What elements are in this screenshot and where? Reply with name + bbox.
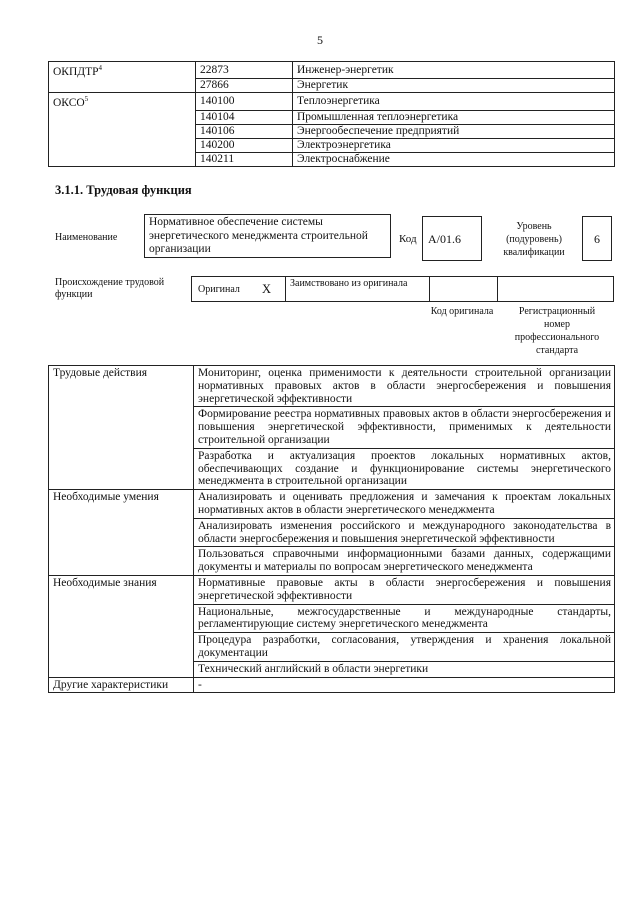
classifier-number: 22873	[196, 62, 293, 79]
detail-row	[49, 575, 615, 604]
classifier-code	[49, 110, 196, 124]
section-item: Технический английский в области энергетики	[194, 661, 615, 677]
borrowed-label: Заимствовано из оригинала	[290, 278, 408, 289]
classifier-number: 140100	[196, 93, 293, 110]
classifier-row	[49, 110, 615, 124]
original-label: Оригинал	[198, 284, 240, 295]
classifier-name: Электроснабжение	[293, 152, 615, 166]
classifier-row	[49, 62, 615, 79]
classifier-number: 140200	[196, 138, 293, 152]
original-mark: Х	[262, 282, 272, 296]
section-category: Трудовые действия	[49, 366, 194, 490]
section-item: Формирование реестра нормативных правовых актов в области энергосбережения и повышения энергетической эффективности, применимых к деятельности строительной организации	[194, 407, 615, 448]
function-code-box: А/01.6	[422, 216, 482, 261]
classifier-number: 27866	[196, 79, 293, 93]
section-item: Анализировать и оценивать предложения и замечания к проектам локальных нормативных актов в области энергетического менеджмента	[194, 490, 615, 519]
footnote-mark: 5	[84, 95, 89, 104]
section-item: Процедура разработки, согласования, утверждения и хранения локальной документации	[194, 633, 615, 662]
classifier-name: Теплоэнергетика	[293, 93, 615, 110]
classifier-row	[49, 79, 615, 93]
code-original-caption: Код оригинала	[430, 306, 494, 317]
level-label: Уровень (подуровень) квалификации	[503, 221, 565, 258]
classifier-code-text: ОКСО	[53, 97, 85, 110]
classifier-number: 140104	[196, 110, 293, 124]
classifier-number: 140106	[196, 124, 293, 138]
section-title: 3.1.1. Трудовая функция	[55, 183, 192, 197]
classifier-name: Энергообеспечение предприятий	[293, 124, 615, 138]
page-number: 5	[317, 33, 323, 47]
section-item: Пользоваться справочными информационными базами данных, содержащими документы и материалы по вопросам энергетического менеджмента	[194, 547, 615, 576]
classifier-code	[49, 79, 196, 93]
section-category: Необходимые умения	[49, 490, 194, 576]
classifier-name: Промышленная теплоэнергетика	[293, 110, 615, 124]
classifier-row	[49, 93, 615, 110]
classifier-code	[49, 93, 196, 110]
origin-label: Происхождение трудовой функции	[55, 277, 165, 300]
classifier-number: 140211	[196, 152, 293, 166]
classifier-table	[48, 61, 615, 167]
code-label: Код	[399, 233, 417, 245]
classifier-name: Энергетик	[293, 79, 615, 93]
classifier-name: Инженер-энергетик	[293, 62, 615, 79]
origin-box	[191, 276, 614, 302]
function-name-box: Нормативное обеспечение системы энергетического менеджмента строительной организации	[144, 214, 391, 258]
classifier-code	[49, 62, 196, 79]
classifier-code	[49, 152, 196, 166]
classifier-code	[49, 138, 196, 152]
section-item: Разработка и актуализация проектов локальных нормативных актов, обеспечивающих создание и функционирование системы энергетического менеджмента в строительной организации	[194, 448, 615, 489]
classifier-row	[49, 124, 615, 138]
section-item: Нормативные правовые акты в области энергосбережения и повышения энергетической эффективности	[194, 575, 615, 604]
detail-row	[49, 490, 615, 519]
section-item: Анализировать изменения российского и международного законодательства в области энергосбережения и повышения энергетической эффективности	[194, 518, 615, 547]
level-box: 6	[582, 216, 612, 261]
section-category: Другие характеристики	[49, 677, 194, 693]
footnote-mark: 4	[98, 64, 103, 72]
detail-row	[49, 677, 615, 693]
section-item: -	[194, 677, 615, 693]
classifier-code	[49, 124, 196, 138]
classifier-code-text: ОКПДТР	[53, 65, 99, 78]
name-label: Наименование	[55, 232, 118, 243]
reg-number-caption: Регистрационный номер профессионального стандарта	[514, 306, 600, 356]
section-category: Необходимые знания	[49, 575, 194, 677]
section-item: Мониторинг, оценка применимости к деятельности строительной организации нормативных правовых актов в области энергосбережения и повышения энергетической эффективности	[194, 366, 615, 407]
classifier-row	[49, 138, 615, 152]
detail-row	[49, 366, 615, 407]
classifier-name: Электроэнергетика	[293, 138, 615, 152]
classifier-row	[49, 152, 615, 166]
section-item: Национальные, межгосударственные и международные стандарты, регламентирующие систему энергетического менеджмента	[194, 604, 615, 633]
function-details-table	[48, 365, 615, 693]
